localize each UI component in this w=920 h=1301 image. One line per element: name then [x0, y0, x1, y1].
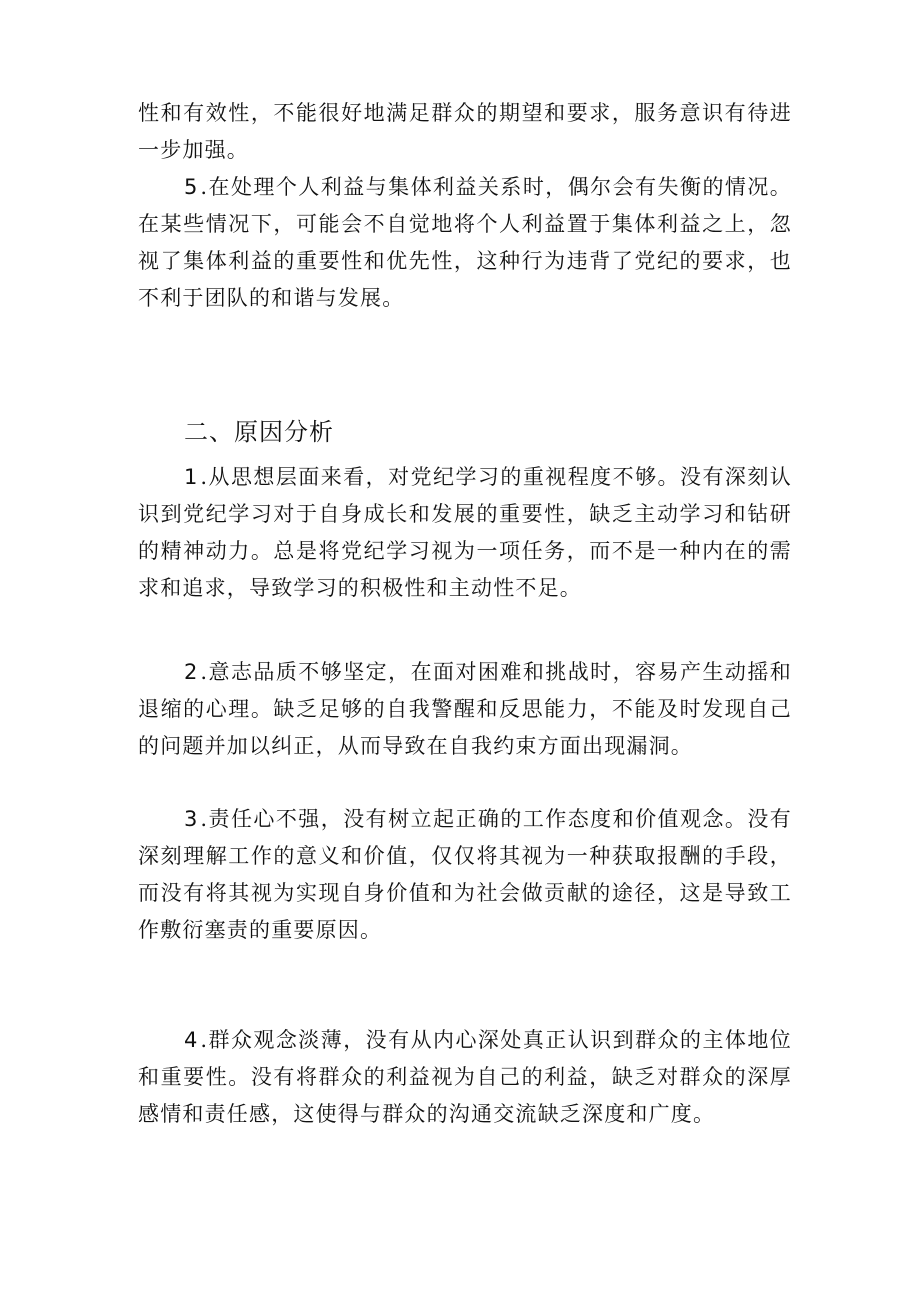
section-heading: 二、原因分析 — [184, 418, 334, 446]
paragraph-text: .在处理个人利益与集体利益关系时，偶尔会有失衡的情况。在某些情况下，可能会不自觉地将个人利益置于集体利益之上，忽视了集体利益的重要性和优先性，这种行为违背了党纪的要求，也不利于团队的和谐与发展。 — [138, 175, 792, 310]
paragraph-continued — [138, 95, 792, 169]
paragraph-text: .从思想层面来看，对党纪学习的重视程度不够。没有深刻认识到党纪学习对于自身成长和发展的重要性，缺乏主动学习和钻研的精神动力。总是将党纪学习视为一项任务，而不是一种内在的需求和追求，导致学习的积极性和主动性不足。 — [138, 465, 792, 600]
item-number: 2 — [184, 660, 201, 684]
paragraph-text: .群众观念淡薄，没有从内心深处真正认识到群众的主体地位和重要性。没有将群众的利益视为自己的利益，缺乏对群众的深厚感情和责任感，这使得与群众的沟通交流缺乏深度和广度。 — [138, 1028, 792, 1126]
paragraph-text: .责任心不强，没有树立起正确的工作态度和价值观念。没有深刻理解工作的意义和价值，仅仅将其视为一种获取报酬的手段，而没有将其视为实现自身价值和为社会做贡献的途径，这是导致工作敷衍塞责的重要原因。 — [138, 807, 792, 942]
paragraph-reason-3 — [138, 801, 792, 949]
item-number: 1 — [184, 465, 201, 489]
item-number: 5 — [184, 175, 201, 199]
paragraph-item-5 — [138, 169, 792, 317]
paragraph-reason-2 — [138, 654, 792, 765]
paragraph-reason-4 — [138, 1022, 792, 1133]
item-number: 3 — [184, 807, 201, 831]
paragraph-text: .意志品质不够坚定，在面对困难和挑战时，容易产生动摇和退缩的心理。缺乏足够的自我警醒和反思能力，不能及时发现自己的问题并加以纠正，从而导致在自我约束方面出现漏洞。 — [138, 660, 792, 758]
paragraph-reason-1 — [138, 459, 792, 607]
item-number: 4 — [184, 1028, 201, 1052]
paragraph-text: 性和有效性，不能很好地满足群众的期望和要求，服务意识有待进一步加强。 — [138, 101, 792, 162]
